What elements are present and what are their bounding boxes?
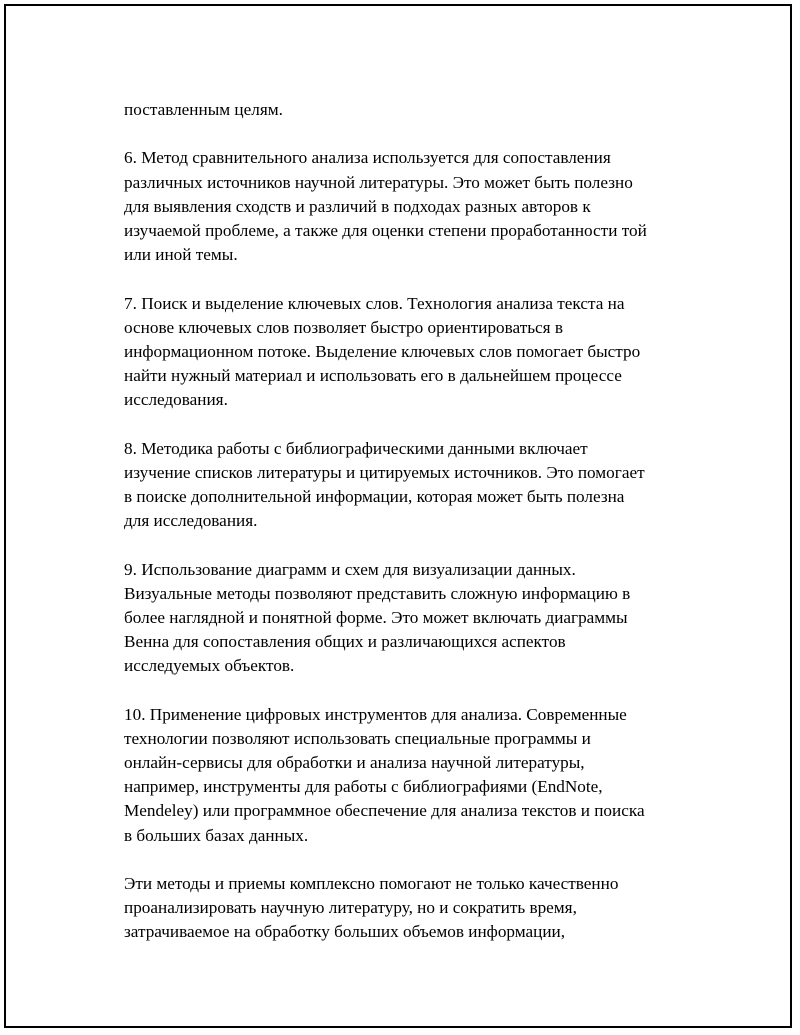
text-line: более наглядной и понятной форме. Это может включать диаграммы: [124, 607, 628, 627]
paragraph-item-6: [124, 146, 724, 267]
text-line: 7. Поиск и выделение ключевых слов. Технология анализа текста на: [124, 293, 625, 313]
text-line: изучаемой проблеме, а также для оценки степени проработанности той: [124, 220, 647, 240]
text-line: для исследования.: [124, 511, 258, 531]
paragraph-intro-fragment: [124, 98, 724, 122]
text-line: в больших базах данных.: [124, 825, 309, 845]
text-line: изучение списков литературы и цитируемых источников. Это помогает: [124, 462, 645, 482]
paragraph-item-10: [124, 703, 724, 848]
text-line: Венна для сопоставления общих и различающихся аспектов: [124, 632, 566, 652]
page-content: [124, 98, 724, 969]
text-line: в поиске дополнительной информации, которая может быть полезна: [124, 487, 625, 506]
text-line: для выявления сходств и различий в подходах разных авторов к: [124, 196, 591, 216]
text-line: например, инструменты для работы с библиографиями (EndNote,: [124, 777, 603, 797]
text-line: затрачиваемое на обработку больших объемов информации,: [124, 922, 566, 942]
text-line: 10. Применение цифровых инструментов для анализа. Современные: [124, 704, 627, 724]
paragraph-conclusion: [124, 872, 724, 945]
page-frame: [4, 4, 792, 1028]
text-line: 6. Метод сравнительного анализа используется для сопоставления: [124, 148, 611, 168]
text-line: поставленным целям.: [124, 100, 283, 119]
text-line: информационном потоке. Выделение ключевых слов помогает быстро: [124, 341, 641, 361]
text-line: основе ключевых слов позволяет быстро ориентироваться в: [124, 317, 564, 337]
paragraph-item-9: [124, 558, 724, 679]
text-line: Визуальные методы позволяют представить сложную информацию в: [124, 583, 631, 603]
paragraph-item-8: [124, 437, 724, 534]
paragraph-item-7: [124, 292, 724, 413]
text-line: исследуемых объектов.: [124, 656, 295, 676]
text-line: онлайн-сервисы для обработки и анализа научной литературы,: [124, 753, 585, 773]
text-line: или иной темы.: [124, 245, 238, 265]
text-line: 9. Использование диаграмм и схем для визуализации данных.: [124, 559, 576, 579]
text-line: найти нужный материал и использовать его в дальнейшем процессе: [124, 366, 622, 386]
text-line: проанализировать научную литературу, но и сократить время,: [124, 898, 577, 918]
text-line: 8. Методика работы с библиографическими данными включает: [124, 438, 588, 458]
text-line: Эти методы и приемы комплексно помогают не только качественно: [124, 874, 619, 893]
text-line: Mendeley) или программное обеспечение для анализа текстов и поиска: [124, 801, 645, 821]
text-line: различных источников научной литературы. Это может быть полезно: [124, 172, 633, 192]
text-line: технологии позволяют использовать специальные программы и: [124, 728, 591, 748]
text-line: исследования.: [124, 390, 228, 410]
